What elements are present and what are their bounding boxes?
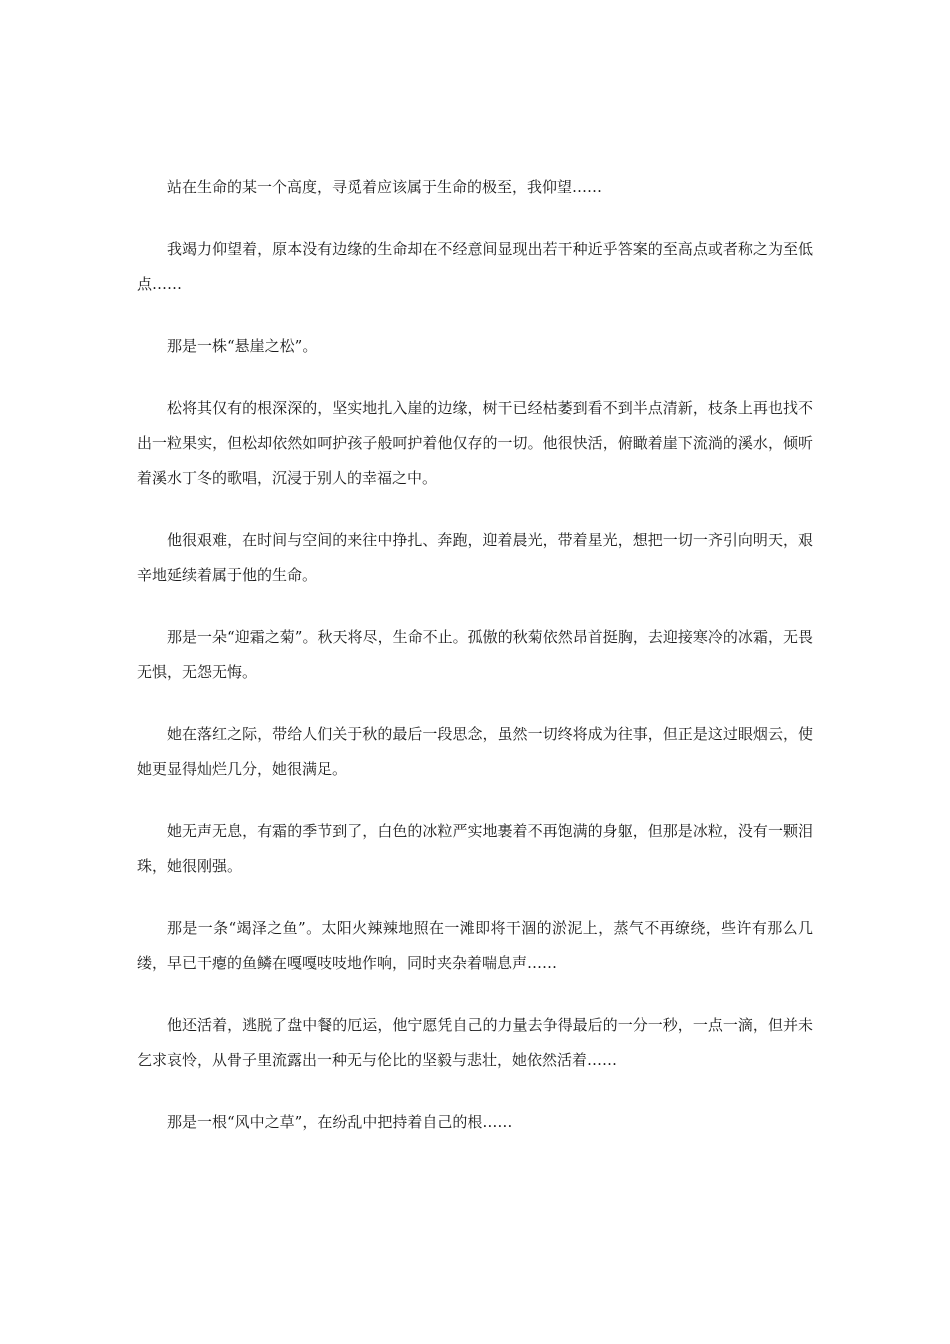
paragraph-8: 她无声无息，有霜的季节到了，白色的冰粒严实地裹着不再饱满的身躯，但那是冰粒，没有一颗泪珠，她很刚强。	[137, 822, 813, 875]
paragraph-4: 松将其仅有的根深深的，坚实地扎入崖的边缘，树干已经枯萎到看不到半点清新，枝条上再也找不出一粒果实，但松却依然如呵护孩子般呵护着他仅存的一切。他很快活，俯瞰着崖下流淌的溪水，倾听着溪水丁冬的歌唱，沉浸于别人的幸福之中。	[137, 399, 813, 487]
paragraph-9: 那是一条“竭泽之鱼”。太阳火辣辣地照在一滩即将干涸的淤泥上，蒸气不再缭绕，些许有那么几缕，早已干瘪的鱼鳞在嘎嘎吱吱地作响，同时夹杂着喘息声……	[137, 919, 813, 972]
paragraph-7: 她在落红之际，带给人们关于秋的最后一段思念，虽然一切终将成为往事，但正是这过眼烟云，使她更显得灿烂几分，她很满足。	[137, 725, 813, 778]
paragraph-3: 那是一株“悬崖之松”。	[167, 337, 318, 355]
paragraph-2: 我竭力仰望着，原本没有边缘的生命却在不经意间显现出若干种近乎答案的至高点或者称之为至低点……	[137, 240, 813, 293]
paragraph-11: 那是一根“风中之草”，在纷乱中把持着自己的根……	[167, 1113, 513, 1131]
article-body	[137, 170, 813, 1167]
paragraph-10: 他还活着，逃脱了盘中餐的厄运，他宁愿凭自己的力量去争得最后的一分一秒，一点一滴，但并未乞求哀怜，从骨子里流露出一种无与伦比的坚毅与悲壮，她依然活着……	[137, 1016, 813, 1069]
paragraph-1: 站在生命的某一个高度，寻觅着应该属于生命的极至，我仰望……	[167, 178, 603, 196]
paragraph-5: 他很艰难，在时间与空间的来往中挣扎、奔跑，迎着晨光，带着星光，想把一切一齐引向明天，艰辛地延续着属于他的生命。	[137, 531, 813, 584]
paragraph-6: 那是一朵“迎霜之菊”。秋天将尽，生命不止。孤傲的秋菊依然昂首挺胸，去迎接寒冷的冰霜，无畏无惧，无怨无悔。	[137, 628, 813, 681]
